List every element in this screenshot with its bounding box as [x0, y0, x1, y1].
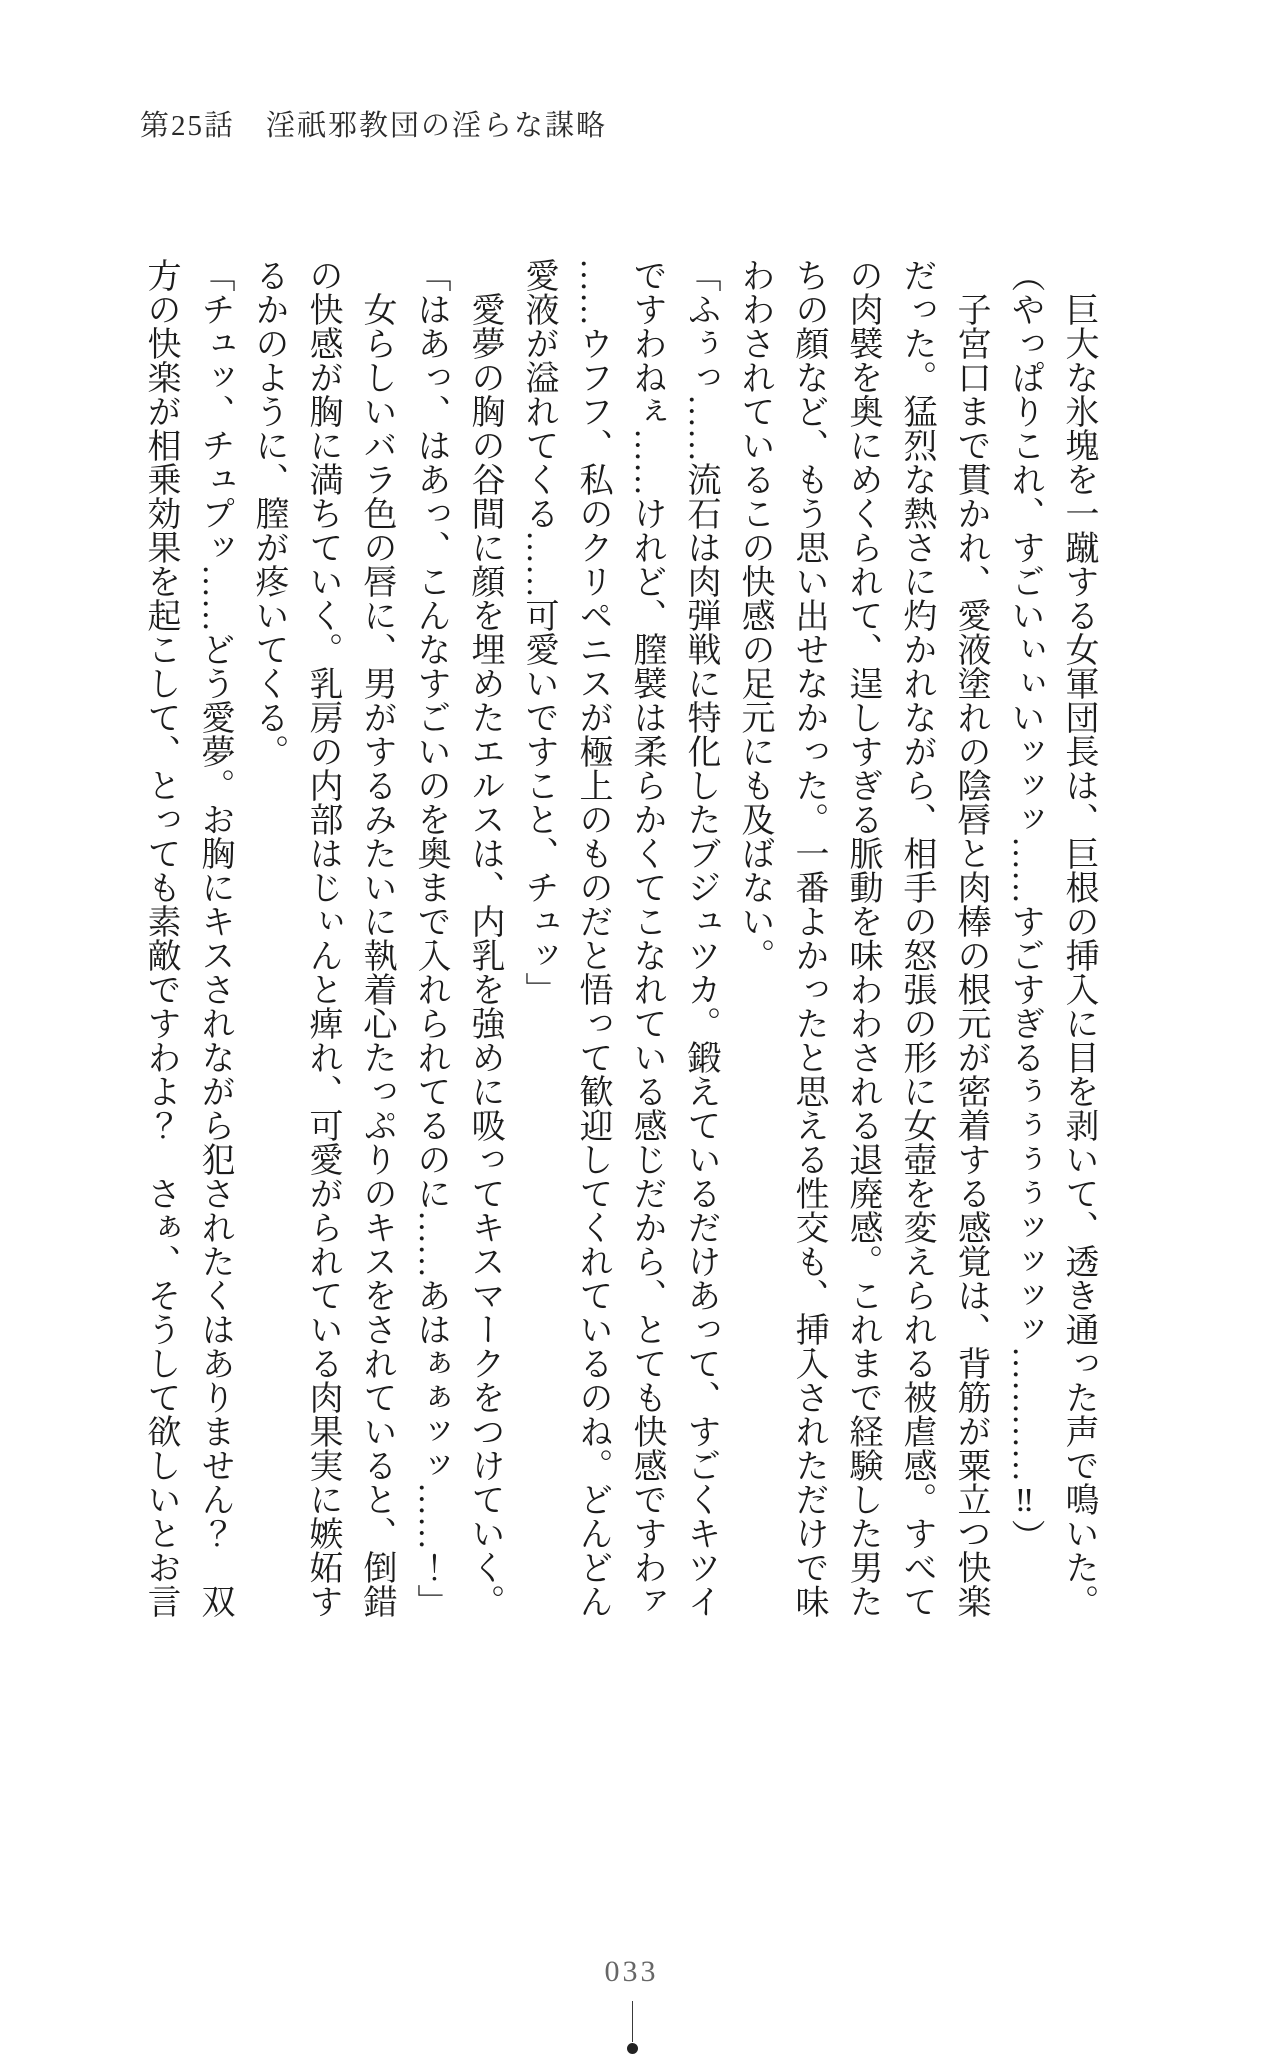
text-line: 「はあっ、はあっ、こんなすごいのを奥まで入れられてるのに……あはぁぁッッ……！」: [412, 258, 449, 1618]
text-line: るかのように、膣が疼いてくる。: [250, 258, 287, 768]
text-line: 愛夢の胸の谷間に顔を埋めたエルスは、内乳を強めに吸ってキスマークをつけていく。: [466, 292, 503, 1618]
text-line: 子宮口まで貫かれ、愛液塗れの陰唇と肉棒の根元が密着する感覚は、背筋が粟立つ快楽: [952, 292, 989, 1618]
text-line: 巨大な氷塊を一蹴する女軍団長は、巨根の挿入に目を剥いて、透き通った声で鳴いた。: [1060, 292, 1097, 1618]
text-line: わわされているこの快感の足元にも及ばない。: [736, 258, 773, 972]
text-line: の快感が胸に満ちていく。乳房の内部はじぃんと痺れ、可愛がられている肉果実に嫉妬す: [304, 258, 341, 1618]
text-line: 「チュッ、チュプッ……どう愛夢。お胸にキスされながら犯されたくはありません？ 双: [196, 258, 233, 1618]
page-number: 033: [604, 1955, 659, 1988]
text-line: ちの顔など、もう思い出せなかった。一番よかったと思える性交も、挿入されただけで味: [790, 258, 827, 1618]
chapter-title: 第25話 淫祇邪教団の淫らな謀略: [140, 110, 608, 142]
text-line: （やっぱりこれ、すごいぃぃいッッッ……すごすぎるぅぅぅぅッッッッ…………‼）: [1006, 258, 1043, 1553]
text-line: ……ウフフ、私のクリペニスが極上のものだと悟って歓迎してくれているのね。どんどん: [574, 258, 611, 1618]
text-line: 方の快楽が相乗効果を起こして、とっても素敵ですわよ？ さぁ、そうして欲しいとお言: [142, 258, 179, 1618]
text-line: の肉襞を奥にめくられて、逞しすぎる脈動を味わわされる退廃感。これまで経験した男た: [844, 258, 881, 1618]
binding-mark-line: [632, 2001, 633, 2042]
text-line: 愛液が溢れてくる……可愛いですこと、チュッ」: [520, 258, 557, 1006]
text-line: だった。猛烈な熱さに灼かれながら、相手の怒張の形に女壺を変えられる被虐感。すべて: [898, 258, 935, 1618]
binding-mark-dot: [627, 2043, 638, 2054]
body-text: [133, 258, 1105, 1648]
text-line: 「ふぅっ……流石は肉弾戦に特化したブジュツカ。鍛えているだけあって、すごくキツイ: [682, 258, 719, 1618]
text-line: ですわねぇ……けれど、膣襞は柔らかくてこなれている感じだから、とても快感ですわァ: [628, 258, 665, 1618]
text-line: 女らしいバラ色の唇に、男がするみたいに執着心たっぷりのキスをされていると、倒錯: [358, 292, 395, 1618]
